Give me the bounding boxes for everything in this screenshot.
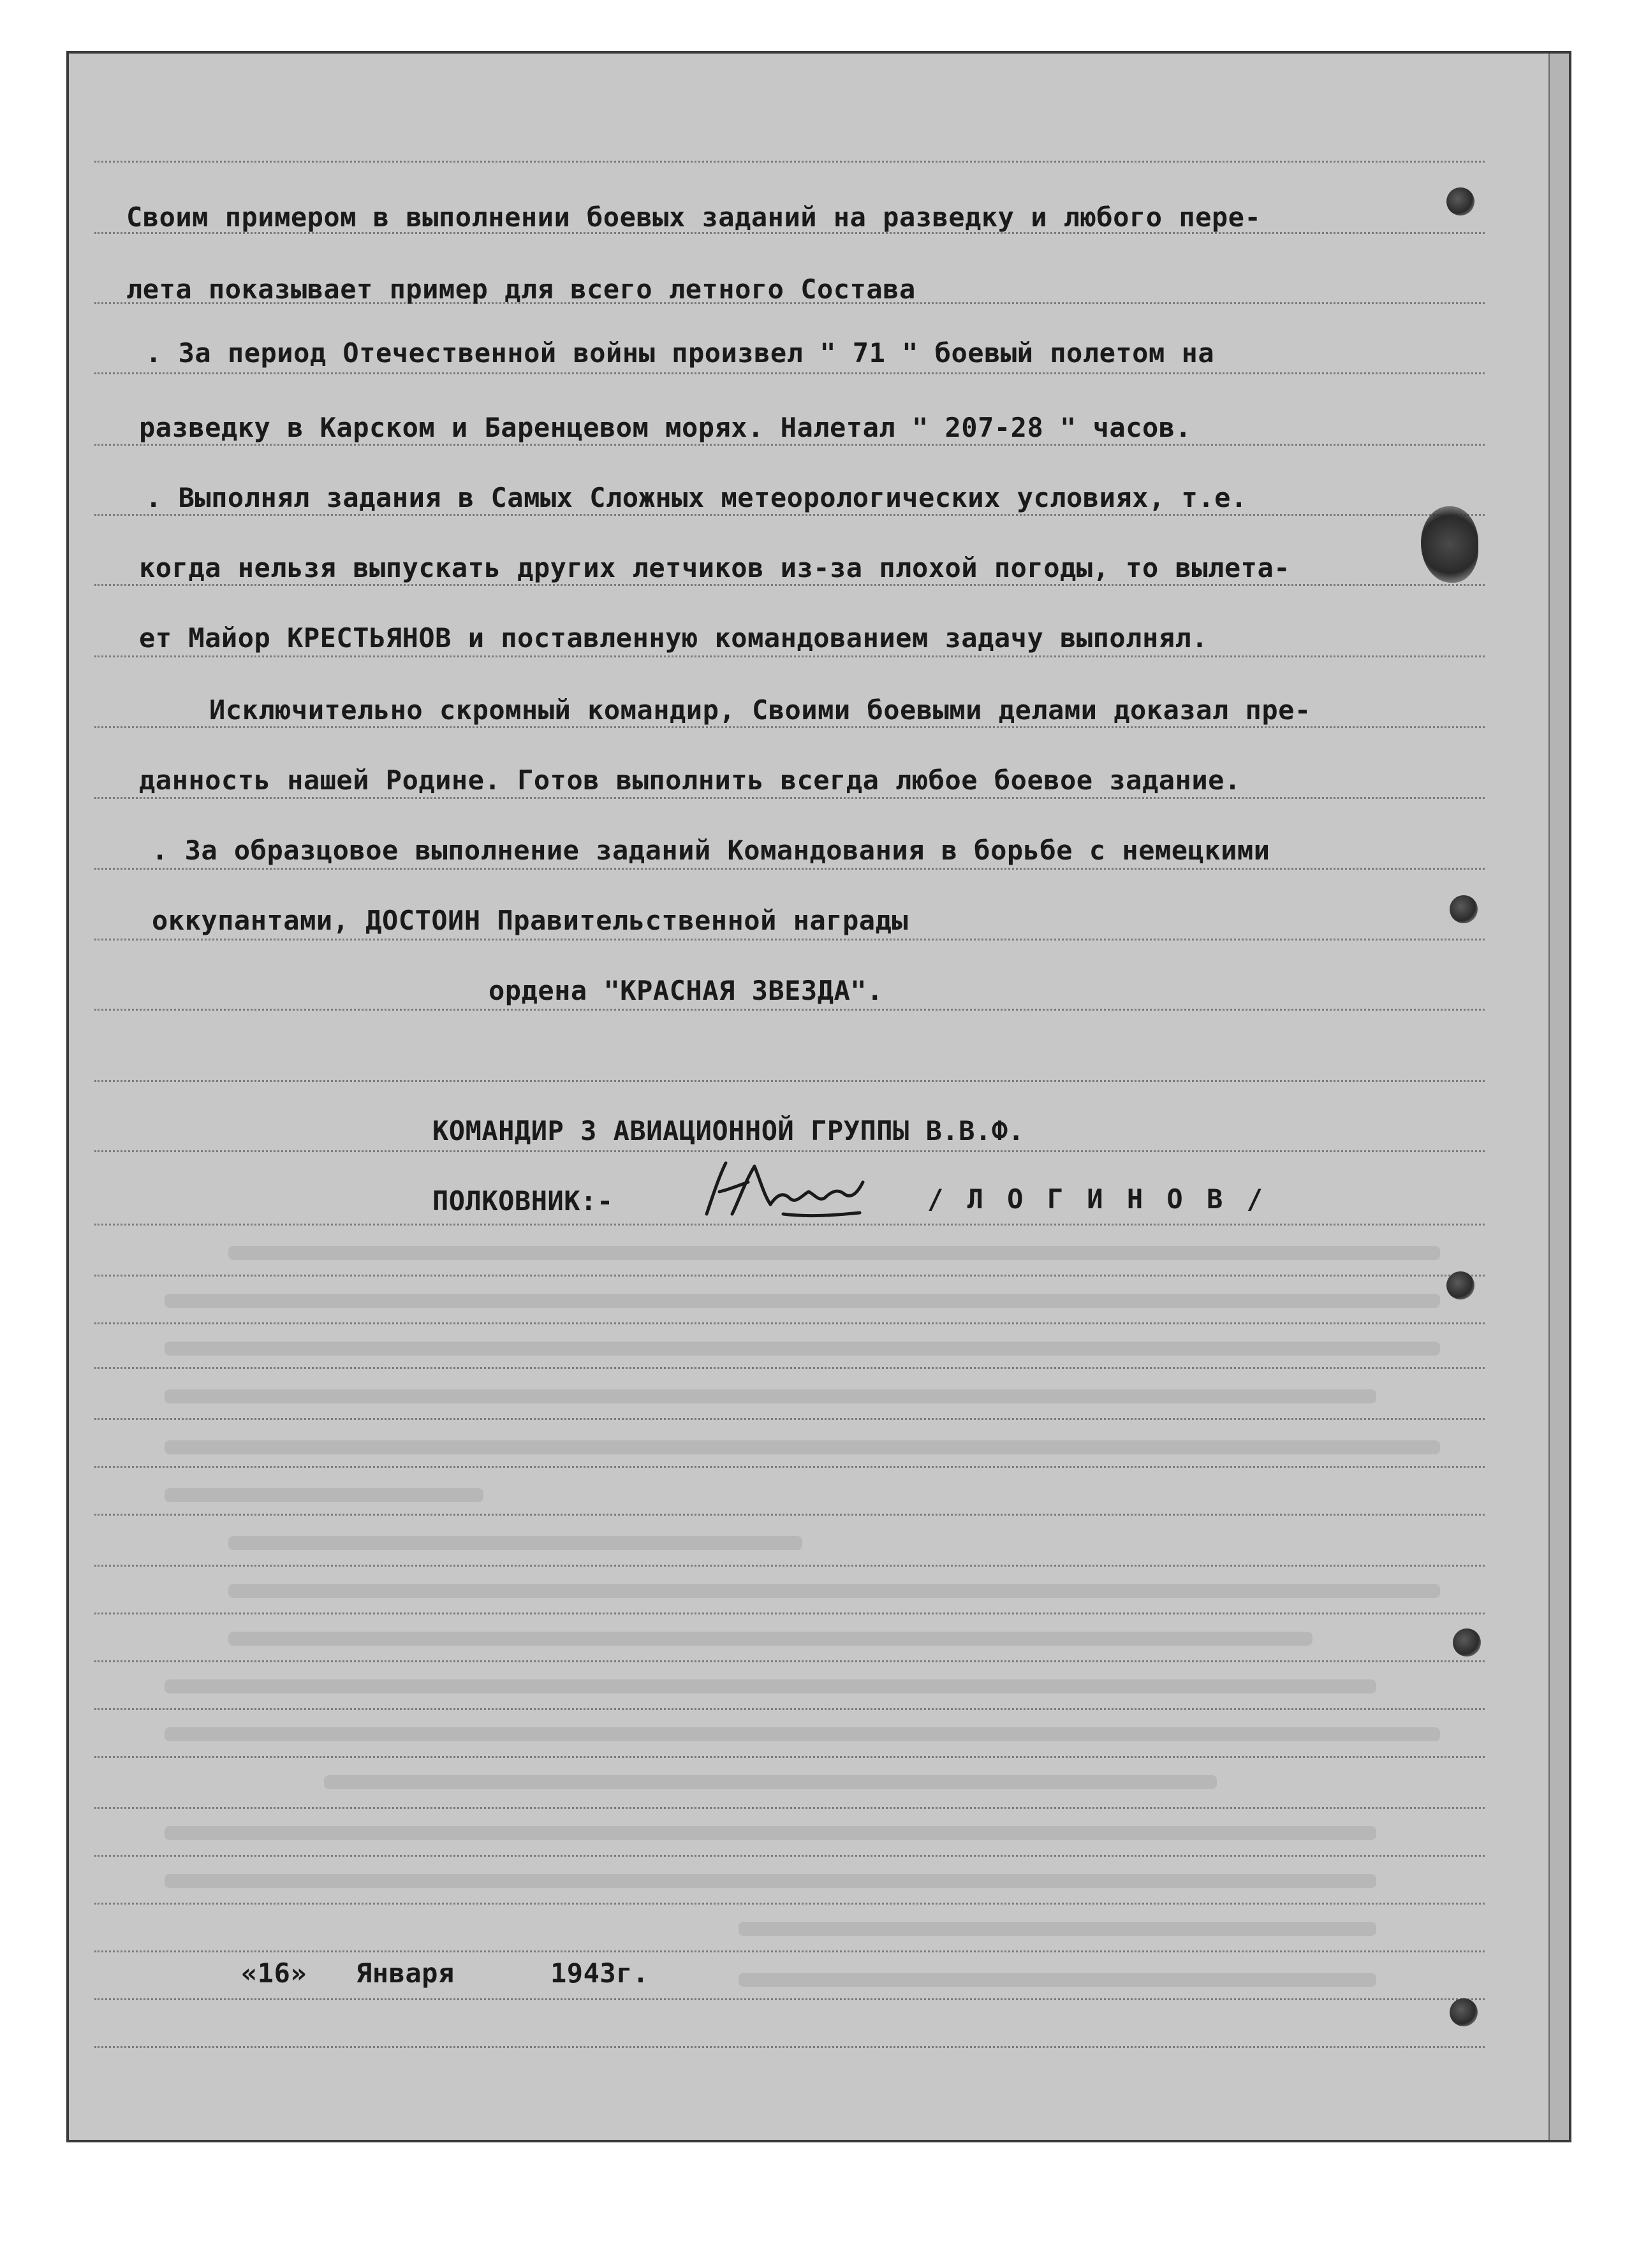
award-line: ордена "КРАСНАЯ ЗВЕЗДА". (489, 975, 883, 1006)
body-line: Своим примером в выполнении боевых заданий на разведку и любого пере- (126, 201, 1261, 233)
body-line: лета показывает пример для всего летного Состава (126, 274, 916, 305)
ruled-line (94, 1418, 1485, 1420)
faded-text-line (165, 1727, 1440, 1741)
faded-text-line (228, 1536, 802, 1550)
faded-text-line (739, 1973, 1376, 1987)
ruled-line (94, 939, 1485, 940)
body-line: . За период Отечественной войны произвел " 71 " боевый полетом на (145, 337, 1215, 369)
punch-hole (1446, 1271, 1474, 1299)
faded-text-line (165, 1440, 1440, 1454)
faded-text-line (165, 1294, 1440, 1308)
faded-text-line (228, 1584, 1440, 1598)
ruled-line (94, 372, 1485, 374)
ruled-line (94, 1660, 1485, 1662)
body-line: . За образцовое выполнение заданий Командования в борьбе с немецкими (152, 835, 1270, 866)
date-month: Января (356, 1957, 455, 1989)
ruled-line (94, 514, 1485, 516)
handwritten-signature (694, 1157, 885, 1227)
punch-hole (1450, 1998, 1478, 2026)
faded-text-line (165, 1342, 1440, 1356)
body-line: ет Майор КРЕСТЬЯНОВ и поставленную командованием задачу выполнял. (139, 622, 1209, 654)
ruled-line (94, 1613, 1485, 1614)
page-edge-strip (1548, 54, 1569, 2140)
ruled-line (94, 1322, 1485, 1324)
ruled-line (94, 726, 1485, 728)
faded-text-line (228, 1632, 1312, 1646)
signatory-rank: ПОЛКОВНИК:- (432, 1185, 614, 1217)
faded-text-line (165, 1488, 483, 1502)
ruled-line (94, 655, 1485, 657)
faded-text-line (165, 1826, 1376, 1840)
faded-text-line (739, 1922, 1376, 1936)
ruled-line (94, 1466, 1485, 1468)
ruled-line (94, 868, 1485, 870)
ruled-line (94, 1367, 1485, 1369)
ruled-line (94, 2046, 1485, 2048)
body-line: Исключительно скромный командир, Своими боевыми делами доказал пре- (209, 694, 1311, 726)
ruled-line (94, 1009, 1485, 1011)
ruled-line (94, 1950, 1485, 1952)
ruled-line (94, 1565, 1485, 1567)
ruled-line (94, 1855, 1485, 1857)
ruled-line (94, 1708, 1485, 1710)
punch-hole (1453, 1628, 1481, 1657)
signatory-title: КОМАНДИР 3 АВИАЦИОННОЙ ГРУППЫ В.В.Ф. (432, 1115, 1025, 1146)
date-year: 1943г. (550, 1957, 649, 1989)
punch-hole (1446, 187, 1474, 216)
ruled-line (94, 1903, 1485, 1905)
ruled-line (94, 1080, 1485, 1082)
ruled-line (94, 1807, 1485, 1809)
ruled-line (94, 584, 1485, 586)
faded-text-line (165, 1679, 1376, 1694)
ruled-line (94, 1150, 1485, 1152)
body-line: . Выполнял задания в Самых Сложных метеорологических условиях, т.е. (145, 482, 1247, 513)
punch-hole (1450, 895, 1478, 923)
ruled-line (94, 444, 1485, 446)
body-line: данность нашей Родине. Готов выполнить всегда любое боевое задание. (139, 765, 1241, 796)
faded-text-line (228, 1246, 1440, 1260)
ruled-line (94, 1275, 1485, 1277)
ruled-line (94, 1998, 1485, 2000)
body-line: разведку в Карском и Баренцевом морях. Налетал " 207-28 " часов. (139, 412, 1192, 443)
ruled-line (94, 1514, 1485, 1516)
faded-text-line (165, 1874, 1376, 1888)
faded-text-line (165, 1389, 1376, 1403)
date-day: «16» (241, 1957, 307, 1989)
ink-stain (1421, 506, 1478, 583)
ruled-line (94, 161, 1485, 163)
ruled-line (94, 797, 1485, 799)
signatory-name: / Л О Г И Н О В / (927, 1183, 1267, 1215)
document-page (66, 51, 1571, 2142)
body-line: оккупантами, ДОСТОИН Правительственной награды (152, 905, 909, 936)
ruled-line (94, 1756, 1485, 1758)
faded-text-line (324, 1775, 1217, 1789)
body-line: когда нельзя выпускать других летчиков из-за плохой погоды, то вылета- (139, 552, 1291, 583)
